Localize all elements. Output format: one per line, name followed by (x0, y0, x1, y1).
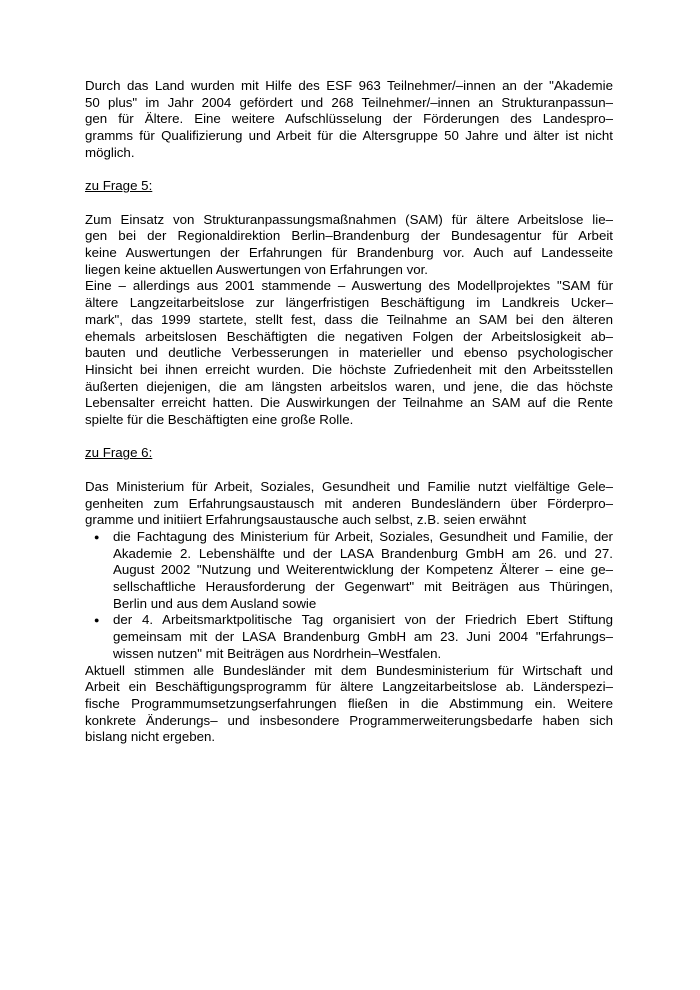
text-line: Zum Einsatz von Strukturanpassungsmaßnahmen (SAM) für ältere Arbeitslose lie– (85, 211, 613, 227)
paragraph-esf-funding (85, 78, 613, 162)
text-line: gen bei der Regionaldirektion Berlin–Brandenburg der Bundesagentur für Arbeit (85, 228, 613, 244)
text-line: Eine – allerdings aus 2001 stammende – Auswertung des Modellprojektes "SAM für (85, 278, 613, 294)
text-line: Das Ministerium für Arbeit, Soziales, Gesundheit und Familie nutzt vielfältige Gele– (85, 478, 613, 494)
bullet-item-arbeitsmarktpolitischer-tag (85, 612, 613, 662)
text-line: der 4. Arbeitsmarktpolitische Tag organisiert von der Friedrich Ebert Stiftung (113, 612, 613, 628)
text-line: bauten und deutliche Verbesserungen in materieller und ebenso psychologischer (85, 345, 613, 361)
text-line: möglich. (85, 144, 135, 160)
text-line: mark", das 1999 startete, stellt fest, dass die Teilnahme an SAM bei den älteren (85, 311, 613, 327)
text-line: Lebensalter erreicht hatten. Die Auswirkungen der Teilnahme an SAM auf die Rente (85, 395, 613, 411)
text-line: wissen nutzen" mit Beiträgen aus Nordrhein–Westfalen. (113, 645, 442, 661)
text-line: konkrete Änderungs– und insbesondere Programmerweiterungsbedarfe haben sich (85, 712, 613, 728)
text-line: die Fachtagung des Ministerium für Arbeit, Soziales, Gesundheit und Familie, der (113, 528, 613, 544)
text-line: Arbeit ein Beschäftigungsprogramm für ältere Langzeitarbeitslose ab. Länderspezi– (85, 679, 613, 695)
paragraph-sam-model-project (85, 278, 613, 428)
text-line: äußerten diejenigen, die am längsten arbeitslos waren, und jene, die das höchste (85, 378, 613, 394)
bullet-text-fachtagung (113, 529, 613, 613)
heading-zu-frage-6: zu Frage 6: (85, 445, 153, 461)
bullet-item-fachtagung (85, 529, 613, 613)
text-block (85, 78, 613, 746)
text-line: 50 plus" im Jahr 2004 gefördert und 268 Teilnehmer/–innen an Strukturanpassun– (85, 94, 613, 110)
text-line: ehemals arbeitslosen Beschäftigten die negativen Folgen der Arbeitslosigkeit ab– (85, 328, 613, 344)
paragraph-closing (85, 663, 613, 747)
text-line: Durch das Land wurden mit Hilfe des ESF 963 Teilnehmer/–innen an der "Akademie (85, 78, 613, 93)
text-line: gramme und initiiert Erfahrungsaustausche auch selbst, z.B. seien erwähnt (85, 512, 527, 528)
bullet-text-arbeitsmarktpolitischer-tag (113, 612, 613, 662)
text-line: keine Auswertungen der Erfahrungen für Brandenburg vor. Auch auf Landesseite (85, 245, 613, 260)
text-line: August 2002 "Nutzung und Weiterentwicklung der Kompetenz Älterer – eine ge– (113, 562, 613, 578)
text-line: Berlin und aus dem Ausland sowie (113, 595, 317, 611)
text-line: gen für Ältere. Eine weitere Aufschlüsselung der Förderungen des Landespro– (85, 111, 613, 127)
text-line: Akademie 2. Lebenshälfte und der LASA Brandenburg GmbH am 26. und 27. (113, 545, 613, 561)
text-line: gramms für Qualifizierung und Arbeit für die Altersgruppe 50 Jahre und älter ist nicht (85, 128, 613, 144)
text-line: ältere Langzeitarbeitslose zur längerfristigen Beschäftigung im Landkreis Ucker– (85, 295, 613, 311)
text-line: liegen keine aktuellen Auswertungen von Erfahrungen vor. (85, 261, 428, 277)
bullet-icon: ● (94, 531, 100, 542)
text-line: genheiten zum Erfahrungsaustausch mit anderen Bundesländern über Förderpro– (85, 495, 613, 511)
paragraph-sam-no-evaluations (85, 212, 613, 279)
text-line: sellschaftliche Herausforderung der Gegenwart" mit Beiträgen aus Thüringen, (113, 579, 613, 595)
text-line: gemeinsam mit der LASA Brandenburg GmbH am 23. Juni 2004 "Erfahrungs– (113, 629, 613, 645)
paragraph-exchange-intro (85, 479, 613, 529)
text-line: spielte für die Beschäftigten eine große Rolle. (85, 412, 354, 428)
text-line: Hinsicht bei ihnen erreicht wurden. Die höchste Zufriedenheit mit den Arbeitsstellen (85, 361, 613, 377)
heading-zu-frage-5: zu Frage 5: (85, 178, 153, 194)
text-line: fische Programmumsetzungserfahrungen fließen in die Abstimmung ein. Weitere (85, 695, 613, 711)
bullet-icon: ● (94, 615, 100, 626)
text-line: bislang nicht ergeben. (85, 729, 216, 745)
text-line: Aktuell stimmen alle Bundesländer mit dem Bundesministerium für Wirtschaft und (85, 662, 613, 678)
